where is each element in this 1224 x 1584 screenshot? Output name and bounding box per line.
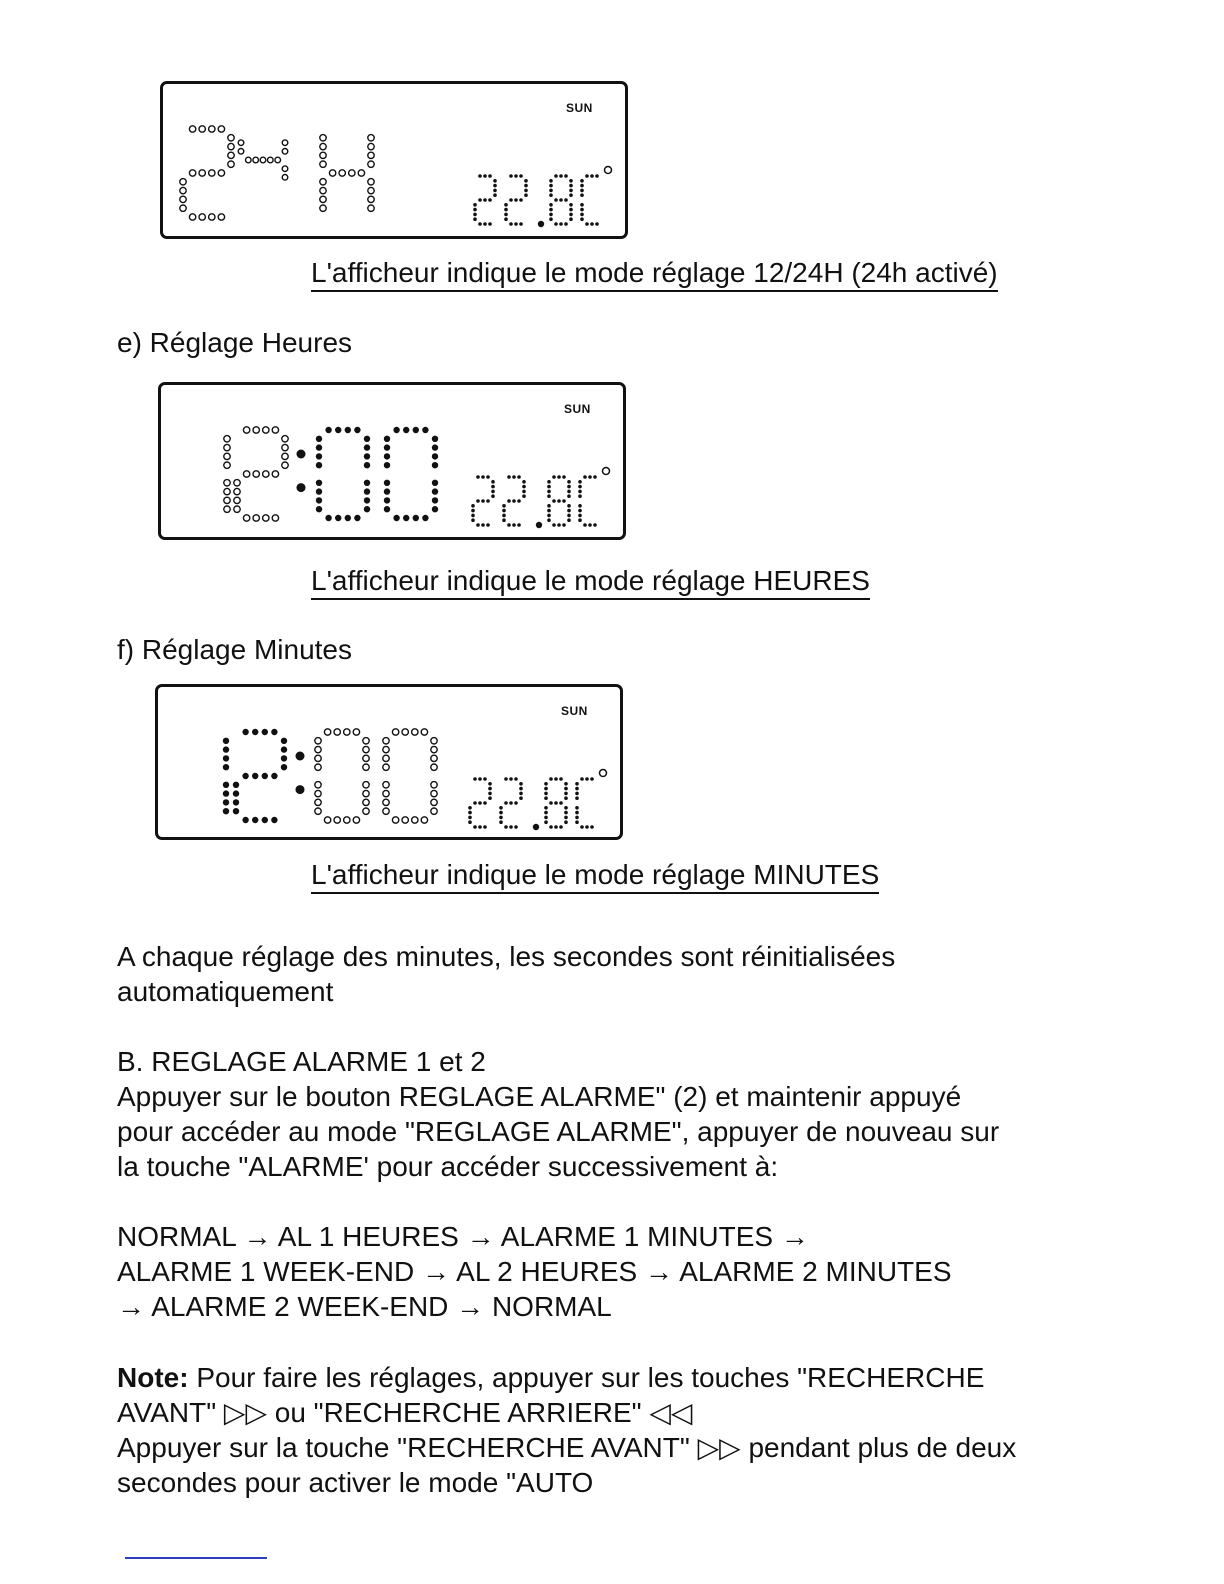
heading-reglage-minutes: f) Réglage Minutes — [117, 634, 353, 665]
lcd-char-C — [580, 174, 599, 226]
paragraph-minutes — [117, 939, 895, 1009]
note-line: secondes pour activer le mode "AUTO — [117, 1467, 594, 1498]
lcd-char-8 — [549, 174, 573, 226]
text-line: Appuyer sur le bouton REGLAGE ALARME" (2) et maintenir appuyé — [117, 1081, 962, 1112]
lcd-char-1 — [224, 436, 230, 513]
lcd-digits — [163, 84, 631, 242]
text-line: pour accéder au mode "REGLAGE ALARME", appuyer de nouveau sur — [117, 1116, 1000, 1147]
lcd-char-2 — [468, 777, 492, 829]
note-text: Pour faire les réglages, appuyer sur les touches "RECHERCHE — [188, 1362, 985, 1393]
lcd-char-1 — [223, 738, 229, 815]
note-line: AVANT" ▷▷ ou "RECHERCHE ARRIERE" ◁◁ — [117, 1397, 693, 1428]
lcd-char-2 — [473, 174, 497, 226]
sequence-line: → ALARME 2 WEEK-END → NORMAL — [117, 1291, 612, 1322]
lcd-char-8 — [544, 777, 568, 829]
lcd-char-0 — [315, 729, 369, 823]
lcd-char-0 — [383, 729, 437, 823]
text-line: automatiquement — [117, 976, 334, 1007]
section-b-title: B. REGLAGE ALARME 1 et 2 — [117, 1046, 486, 1077]
lcd-day-label: SUN — [566, 101, 593, 115]
lcd-char-2 — [502, 475, 526, 527]
lcd-day-label: SUN — [564, 402, 591, 416]
note-label: Note: — [117, 1362, 189, 1393]
caption-minutes: L'afficheur indique le mode réglage MINUTES — [311, 859, 879, 894]
lcd-char-8 — [547, 475, 571, 527]
note-line: Appuyer sur la touche "RECHERCHE AVANT" ▷▷ pendant plus de deux — [117, 1432, 1017, 1463]
lcd-char-2 — [180, 126, 234, 220]
lcd-char-2 — [499, 777, 523, 829]
text-line: la touche "ALARME' pour accéder successivement à: — [117, 1151, 779, 1182]
lcd-display-hours — [158, 382, 626, 540]
lcd-display-24h — [160, 81, 628, 239]
lcd-char-C — [578, 475, 597, 527]
heading-reglage-heures: e) Réglage Heures — [117, 327, 353, 358]
section-b — [117, 1044, 999, 1184]
lcd-char-C — [575, 777, 594, 829]
mode-sequence — [117, 1219, 952, 1324]
lcd-char-0 — [384, 427, 438, 521]
footer-rule — [125, 1557, 267, 1559]
caption-heures: L'afficheur indique le mode réglage HEURES — [311, 565, 870, 600]
sequence-line: ALARME 1 WEEK-END → AL 2 HEURES → ALARME 2 MINUTES — [117, 1256, 952, 1287]
lcd-digits — [161, 385, 629, 543]
text-line: A chaque réglage des minutes, les secondes sont réinitialisées — [117, 941, 896, 972]
lcd-day-label: SUN — [561, 704, 588, 718]
lcd-char-0 — [316, 427, 370, 521]
lcd-char-2 — [234, 427, 288, 521]
lcd-char-4 — [238, 140, 288, 180]
sequence-line: NORMAL → AL 1 HEURES → ALARME 1 MINUTES → — [117, 1221, 809, 1252]
lcd-digits — [158, 687, 626, 843]
note-block — [117, 1360, 1016, 1500]
lcd-display-minutes — [155, 684, 623, 840]
lcd-char-2 — [233, 729, 287, 823]
caption-24h: L'afficheur indique le mode réglage 12/24H (24h activé) — [311, 257, 998, 292]
lcd-char-H — [320, 135, 374, 212]
lcd-char-2 — [471, 475, 495, 527]
lcd-char-2 — [504, 174, 528, 226]
